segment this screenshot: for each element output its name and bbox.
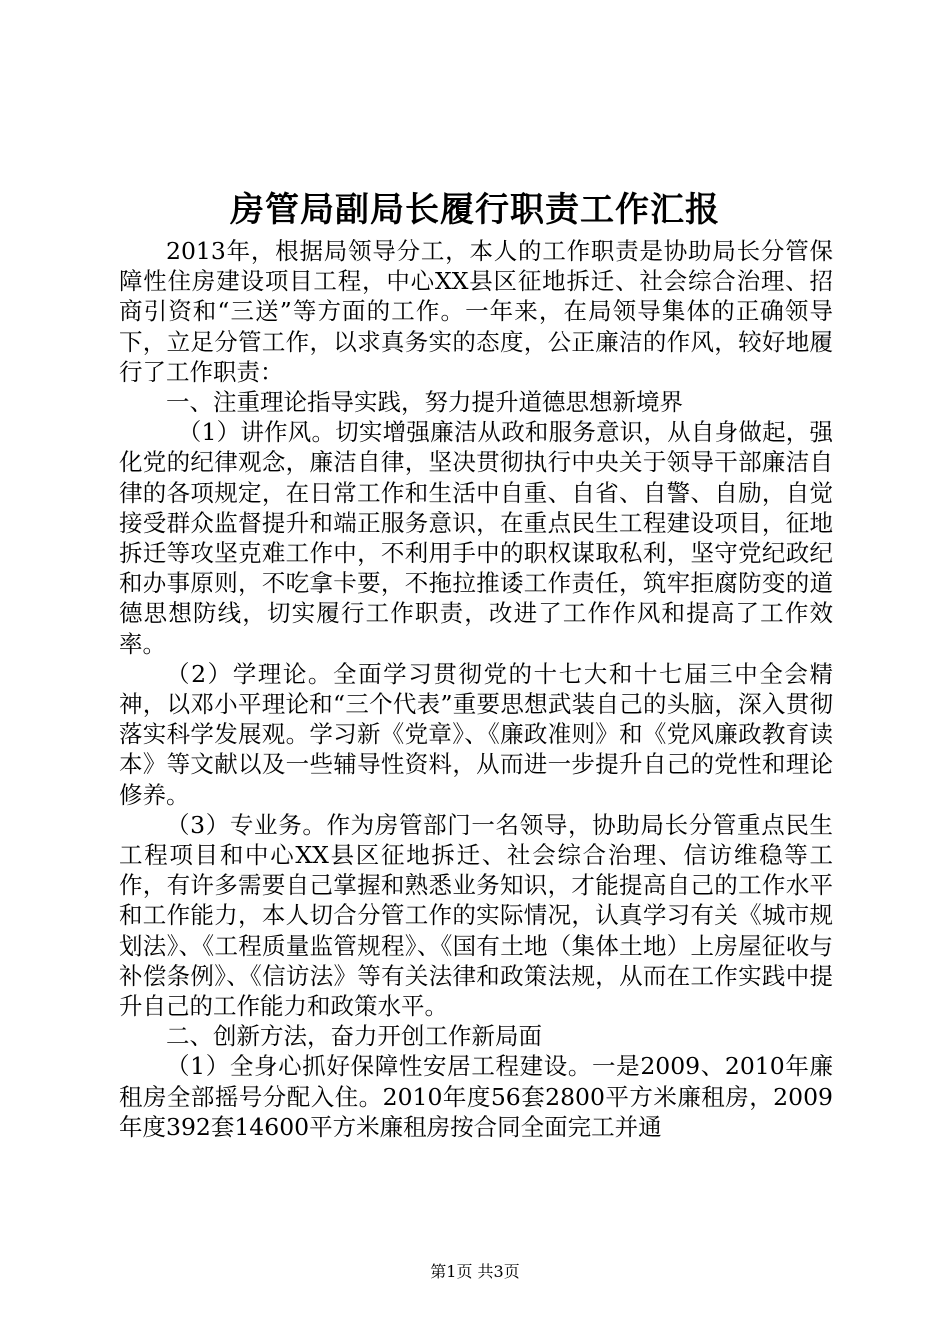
page-footer: 第1页 共3页 xyxy=(430,1262,520,1281)
item-paragraph-theory: （2）学理论。全面学习贯彻党的十七大和十七届三中全会精神，以邓小平理论和“三个代表”重要思想武装自己的头脑，深入贯彻落实科学发展观。学习新《党章》、《廉政准则》和《党风廉政教育读本》等文献以及一些辅导性资料，从而进一步提升自己的党性和理论修养。 xyxy=(119,659,833,809)
item-paragraph-business: （3）专业务。作为房管部门一名领导，协助局长分管重点民生工程项目和中心XX县区征地拆迁、社会综合治理、信访维稳等工作，有许多需要自己掌握和熟悉业务知识，才能提高自己的工作水平和工作能力，本人切合分管工作的实际情况，认真学习有关《城市规划法》、《工程质量监管规程》、《国有土地（集体土地）上房屋征收与补偿条例》、《信访法》等有关法律和政策法规，从而在工作实践中提升自己的工作能力和政策水平。 xyxy=(119,810,833,1021)
intro-paragraph: 2013年，根据局领导分工，本人的工作职责是协助局长分管保障性住房建设项目工程，中心XX县区征地拆迁、社会综合治理、招商引资和“三送”等方面的工作。一年来，在局领导集体的正确领导下，立足分管工作，以求真务实的态度，公正廉洁的作风，较好地履行了工作职责： xyxy=(119,237,833,386)
item-paragraph-housing: （1）全身心抓好保障性安居工程建设。一是2009、2010年廉租房全部摇号分配入住。2010年度56套2800平方米廉租房，2009年度392套14600平方米廉租房按合同全面完工并通 xyxy=(119,1052,833,1141)
document-body xyxy=(119,236,833,1142)
section-heading-2: 二、创新方法，奋力开创工作新局面 xyxy=(166,1022,542,1051)
document-title: 房管局副局长履行职责工作汇报 xyxy=(230,190,720,230)
section-heading-1: 一、注重理论指导实践，努力提升道德思想新境界 xyxy=(166,388,683,417)
item-paragraph-style: （1）讲作风。切实增强廉洁从政和服务意识，从自身做起，强化党的纪律观念，廉洁自律，坚决贯彻执行中央关于领导干部廉洁自律的各项规定，在日常工作和生活中自重、自省、自警、自励，自觉接受群众监督提升和端正服务意识，在重点民生工程建设项目，征地拆迁等攻坚克难工作中，不利用手中的职权谋取私利，坚守党纪政纪和办事原则，不吃拿卡要，不拖拉推诿工作责任，筑牢拒腐防变的道德思想防线，切实履行工作职责，改进了工作作风和提高了工作效率。 xyxy=(119,418,833,658)
